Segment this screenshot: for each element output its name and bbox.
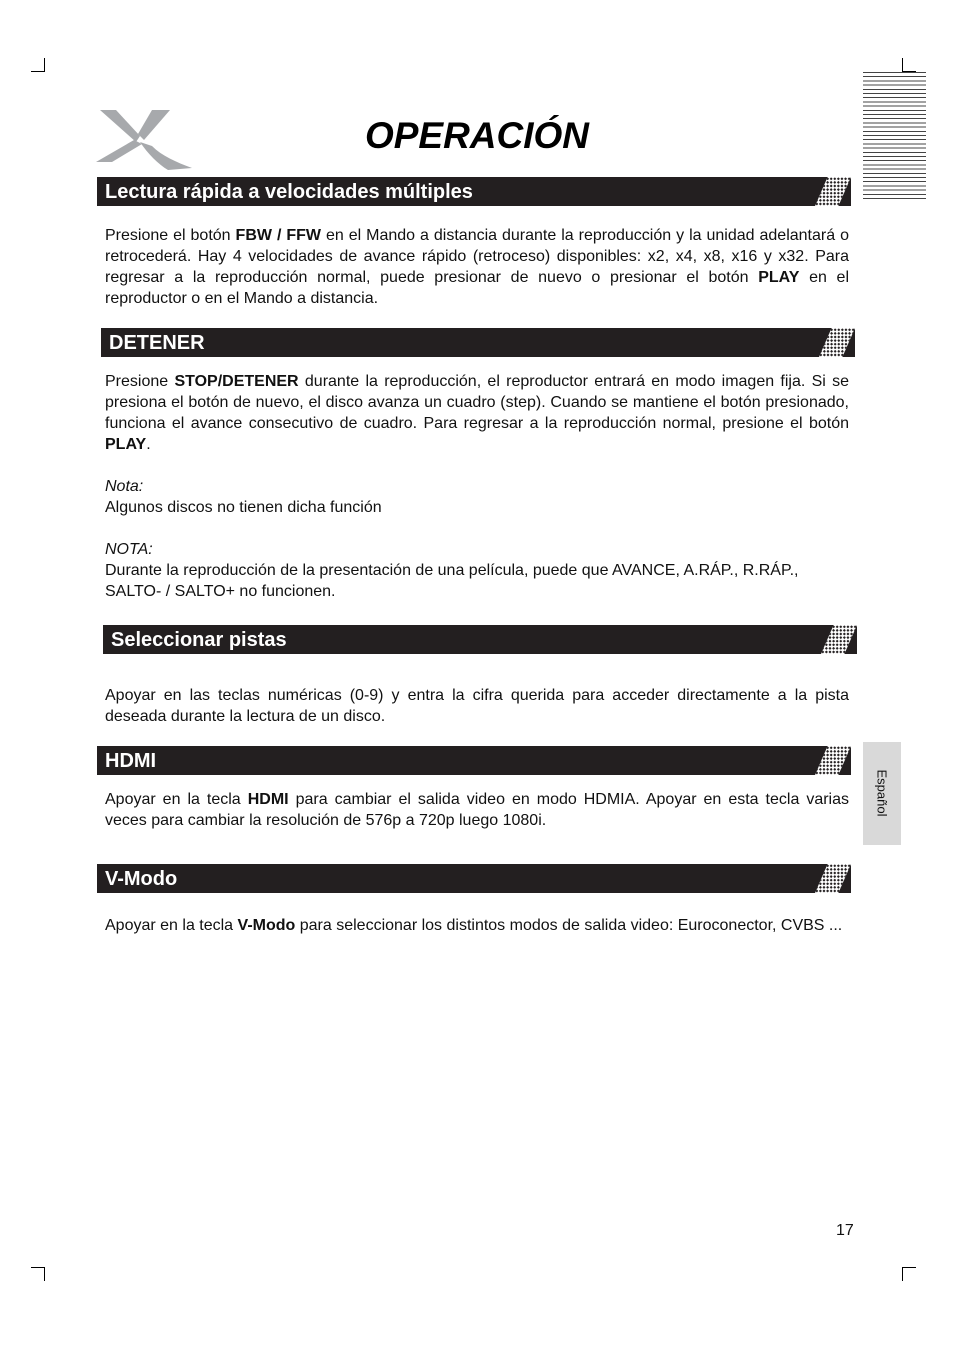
text-run: Apoyar en la tecla [105,791,248,808]
note-text: Durante la reproducción de la presentación de una película, puede que AVANCE, A.RÁP., R.RÁP., SALTO- / SALTO+ no funcionen. [105,562,799,600]
section-heading-label: HDMI [105,750,157,772]
bold-term: PLAY [105,436,147,453]
page-number: 17 [836,1222,854,1239]
dotted-pattern [821,625,857,654]
note-block-1 [105,476,849,518]
section-heading-v-mode [97,864,851,893]
section-heading-label: DETENER [109,332,205,354]
paragraph-fast-play [105,225,849,309]
text-run: en el reproductor o en el Mando a distancia. [105,269,850,307]
text-run: en el Mando a distancia durante la reproducción y la unidad adelantará o retrocederá. Hay 4 velocidades de avance rápido (retroceso) disponibles: x2, x4, x8, x16 y x32. Para regresar a la reproducción normal, puede presionar de nuevo o presionar el botón [105,227,849,286]
dotted-pattern [819,328,855,357]
crop-mark-bottom-right [902,1267,916,1281]
bold-term: V-Modo [237,917,296,934]
text-run: . [146,436,151,453]
bold-term: PLAY [758,269,800,286]
section-heading-fast-play [97,177,851,206]
text-run: para seleccionar los distintos modos de salida video: Euroconector, CVBS ... [295,917,843,934]
page-title: OPERACIÓN [364,115,590,156]
note-block-2 [105,539,849,602]
dotted-pattern [815,864,851,893]
text-run: Apoyar en la tecla [105,917,238,934]
paragraph-select-tracks [105,685,849,727]
language-label: Español [874,769,890,817]
dotted-pattern [815,177,851,206]
bold-term: FBW / FFW [235,227,321,244]
dotted-pattern [815,746,851,775]
paragraph-stop [105,371,849,455]
note-label: NOTA: [105,541,153,558]
section-heading-stop [101,328,855,357]
text-run: para cambiar el salida video en modo HDMIA. Apoyar en esta tecla varias veces para cambiar la resolución de 576p a 720p luego 1080i. [105,791,850,829]
crop-mark-bottom-left [31,1267,45,1281]
text-run: Presione [105,373,175,390]
note-label: Nota: [105,478,144,495]
text-run: Presione el botón [105,227,236,244]
section-heading-hdmi [97,746,851,775]
bold-term: HDMI [247,791,289,808]
section-heading-label: Seleccionar pistas [111,629,287,651]
paragraph-v-mode [105,915,849,936]
text-run: durante la reproducción, el reproductor entrará en modo imagen fija. Si se presiona el botón de nuevo, el disco avanza un cuadro (step). Cuando se mantiene el botón presionado, funciona el avance consecutivo de cuadro. Para regresar a la reproducción normal, presione el botón [105,373,850,432]
crop-mark-top-left [31,58,45,72]
note-text: Algunos discos no tienen dicha función [105,499,382,516]
paragraph-hdmi [105,789,849,831]
crop-mark-top-right [902,58,916,72]
text-run: Apoyar en las teclas numéricas (0-9) y entra la cifra querida para acceder directamente a la pista deseada durante la lectura de un disco. [105,687,849,725]
section-heading-select-tracks [103,625,857,654]
bold-term: STOP/DETENER [174,373,299,390]
section-heading-label: V-Modo [105,868,178,890]
language-side-tab [863,742,901,845]
section-heading-label: Lectura rápida a velocidades múltiples [105,181,473,203]
